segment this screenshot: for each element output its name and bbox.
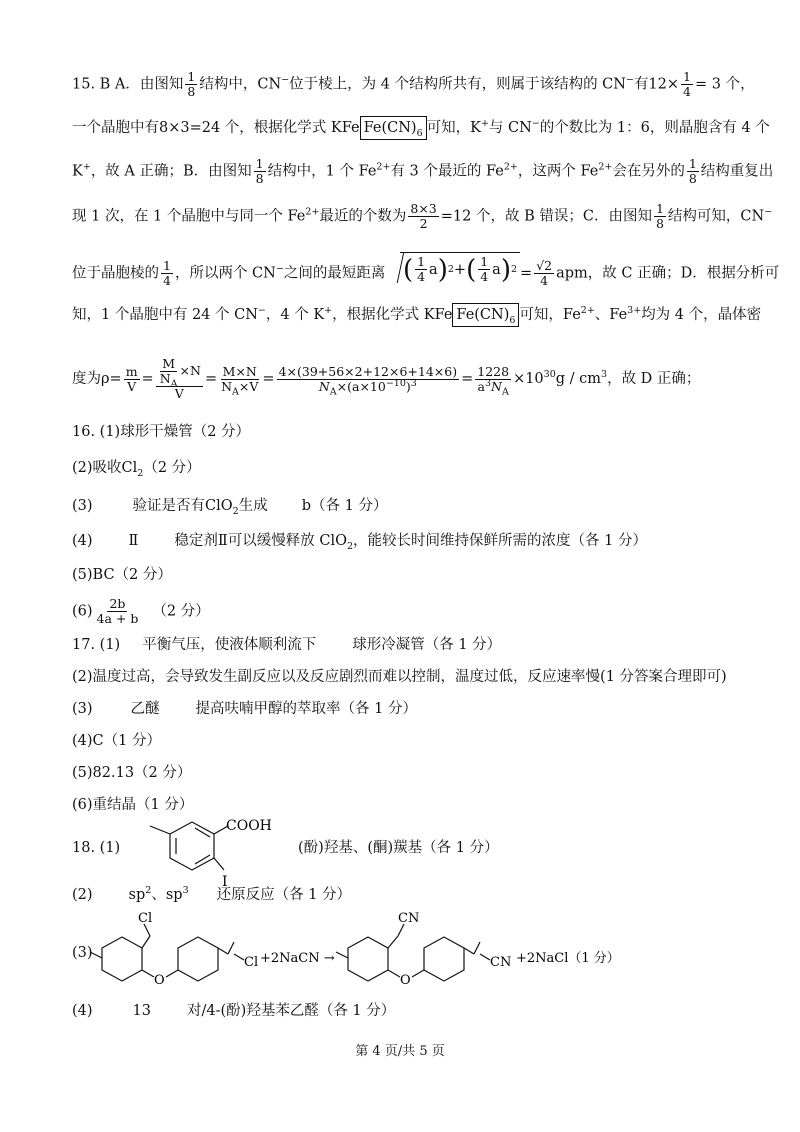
sqrt-expression: ( $\frac{1}{4}$ a ) 2 + ( $\frac{1}{4}$ a ) 2 [400,252,520,284]
q17-p1: 17. (1) 平衡气压，使液体顺利流下 球形冷凝管（各 1 分） [72,637,502,653]
q18-p1-label: 18. (1) [72,840,121,856]
q16-p3: (3) 验证是否有ClO$_2$生成 b（各 1 分） [72,498,388,517]
q18-p1-text: (酚)羟基、(酮)羰基（各 1 分） [298,840,499,856]
q15-line3: K+，故 A 正确；B．由图知 $\frac{1}{8}$ 结构中，1 个 $Fe^{2+}$有 3 个最近的 $Fe^{2+}$，这两个 $Fe^{2+}$会在另外的 $\frac{1}{8}$ 结构重复出 [72,156,774,186]
q15-line6: 知，1 个晶胞中有 24 个 CN−，4 个 K+，根据化学式 KFe $Fe(CN)_6$ 可知，$Fe^{2+}$、$Fe^{3+}$均为 4 个，晶体密 [72,303,761,327]
q18-p2: (2) $sp^2$、$sp^3$ 还原反应（各 1 分） [72,885,352,903]
cn-label-1: CN [398,911,420,926]
q18-p3-label: (3) [72,945,93,961]
q15-line2: 一个晶胞中有8×3=24 个，根据化学式 KFe $Fe(CN)_6$ 可知，K+与 CN−的个数比为 1：6，则晶胞含有 4 个 [72,116,770,140]
q16-p5: (5)BC（2 分） [72,567,172,583]
plus-nacn: +2NaCN → [260,951,335,966]
q18-p4: (4) 13 对/4-(酚)羟基苯乙醛（各 1 分） [72,1003,396,1019]
q17-p6: (6)重结晶（1 分） [72,797,194,813]
cooh-label: COOH [226,818,272,834]
q17-p4: (4)C（1 分） [72,733,161,749]
q15-line7: 度为ρ= $\frac{m}{V}$ = $\frac{M}{N_A}$ ×N V = $\frac{M\times N}{N_A\times V}$ = $\frac{4\times(39+56\times 2+12\times 6+14\times 6)}{N_A\times(a\times 10^{-10})^3}$ = $\frac{1228}{a^3N_A}$ $\times 10^{30}g / cm^3$，故 D 正确； [72,356,701,401]
cn-label-2: CN [490,955,512,970]
q16-p4: (4) Ⅱ 稳定剂Ⅱ可以缓慢释放 ClO$_2$，能较长时间维持保鲜所需的浓度（各 1 分） [72,533,647,552]
q17-p3: (3) 乙醚 提高呋喃甲醇的萃取率（各 1 分） [72,701,417,717]
o-label-2: O [400,973,411,988]
iodo-label: I [222,874,228,890]
q16-p6: (6) $\frac{2b}{4a + b}$ （2 分） [72,596,210,626]
q15-line1: 15. B A．由图知 $\frac{1}{8}$ 结构中，CN−位于棱上，为 4 个结构所共有，则属于该结构的 CN−有12× $\frac{1}{4}$ = 3 个， [72,69,755,99]
q16-title: 16. (1)球形干燥管（2 分） [72,424,251,440]
q15-line5: 位于晶胞棱的 $\frac{1}{4}$ ，所以两个 CN−之间的最短距离 ( $\frac{1}{4}$ a ) 2 + ( $\frac{1}{4}$ a ) 2 = $\frac{√2}{4}$ apm，故 C 正确；D．根据分析可 [72,254,780,288]
reaction-scheme [88,910,728,990]
iodo-toluic-acid-structure [140,812,280,892]
q15-line4: 现 1 次，在 1 个晶胞中与同一个 $Fe^{2+}$最近的个数为 $\frac{8\times 3}{2}$ =12 个，故 B 错误；C．由图知 $\frac{1}{8}$ 结构可知，CN− [72,201,773,231]
cl-label-1: Cl [138,911,153,926]
plus-nacl: +2NaCl（1 分） [516,951,620,966]
cl-label-2: Cl [244,955,259,970]
q17-p2: (2)温度过高，会导致发生副反应以及反应剧烈而难以控制，温度过低，反应速率慢(1 分答案合理即可) [72,669,727,685]
q16-p2: (2)吸收$Cl_2(2$ 分） [72,460,201,479]
page-footer: 第 4 页/共 5 页 [355,1044,445,1059]
o-label-1: O [154,973,165,988]
q17-p5: (5)82.13（2 分） [72,765,192,781]
